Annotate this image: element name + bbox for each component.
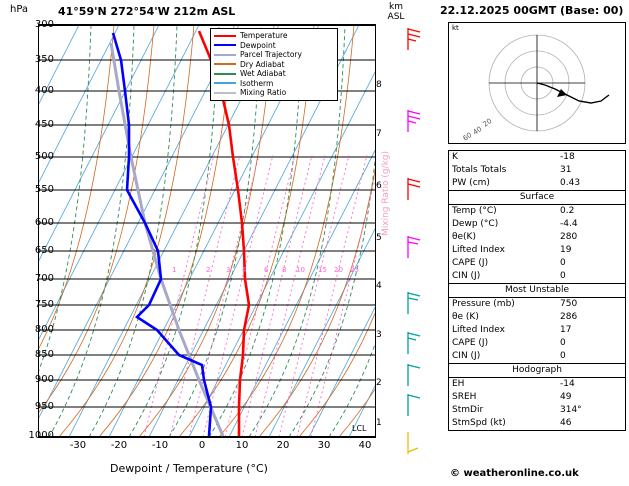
row-value: -4.4 (560, 219, 578, 229)
y-tick-1000: 1000 (28, 430, 54, 441)
indices-table (448, 150, 626, 431)
row-key: CIN (J) (452, 351, 481, 361)
y-tick-500: 500 (34, 151, 54, 162)
legend-item-dry-adiabat (214, 60, 334, 70)
table-row (449, 218, 625, 231)
y-tick-400: 400 (34, 85, 54, 96)
legend-label-mixing-ratio: Mixing Ratio (240, 88, 287, 97)
y-tick-950: 950 (34, 401, 54, 412)
row-key: K (452, 152, 458, 162)
table-row (449, 231, 625, 244)
row-value: 280 (560, 232, 578, 242)
row-key: CIN (J) (452, 271, 481, 281)
x-tick-0: 0 (198, 440, 206, 451)
wind-barb-500 (404, 176, 426, 202)
table-row (449, 298, 625, 312)
legend-label-wet-adiabat: Wet Adiabat (240, 69, 286, 78)
table-row (449, 350, 625, 364)
legend-label-isotherm: Isotherm (240, 78, 274, 88)
x-tick--10: -10 (151, 440, 169, 451)
row-value: 0 (560, 271, 566, 281)
height-axis-label: km ASL (387, 2, 405, 22)
hodograph-ring-label-60: 60 (461, 130, 474, 143)
row-key: CAPE (J) (452, 338, 489, 348)
legend-item-parcel (214, 50, 334, 60)
row-key: Lifted Index (452, 245, 505, 255)
table-row (449, 205, 625, 219)
table-row (449, 404, 625, 417)
x-tick-20: 20 (276, 440, 290, 451)
table-section-hodograph (449, 364, 625, 378)
row-key: Pressure (mb) (452, 299, 515, 309)
right-panel (440, 0, 629, 486)
mixing-label-10: 10 (296, 266, 305, 274)
row-value: 46 (560, 418, 572, 428)
mixing-label-25: 25 (350, 266, 359, 274)
mixing-label-1: 1 (172, 266, 177, 274)
km-tick-8: 8 (376, 80, 382, 90)
row-value: 314° (560, 405, 582, 415)
x-tick--30: -30 (69, 440, 87, 451)
row-value: -14 (560, 379, 575, 389)
parcel-trajectory-line (111, 43, 223, 436)
row-value: 31 (560, 165, 572, 175)
pressure-unit-label: hPa (10, 4, 29, 15)
table-row (449, 324, 625, 337)
table-row (449, 177, 625, 191)
row-value: -18 (560, 152, 575, 162)
section-label: Surface (449, 191, 625, 205)
y-tick-350: 350 (34, 54, 54, 65)
y-tick-650: 650 (34, 245, 54, 256)
hodograph-ring-label-20: 20 (481, 116, 494, 129)
km-tick-1: 1 (376, 418, 382, 428)
legend-swatch-mixing-ratio (214, 92, 236, 94)
legend-label-parcel: Parcel Trajectory (240, 50, 302, 59)
legend (210, 28, 338, 101)
row-key: CAPE (J) (452, 258, 489, 268)
row-value: 0 (560, 351, 566, 361)
hodograph-unit-label: kt (452, 24, 459, 32)
table-row (449, 311, 625, 324)
km-tick-6: 6 (376, 181, 382, 191)
legend-item-wet-adiabat (214, 69, 334, 79)
lcl-label: LCL (352, 424, 367, 433)
row-key: PW (cm) (452, 178, 490, 188)
wind-barb-980 (404, 430, 426, 456)
table-row (449, 391, 625, 404)
table-row (449, 337, 625, 350)
hodograph-trace (537, 83, 609, 103)
legend-item-temperature (214, 31, 334, 41)
y-tick-750: 750 (34, 299, 54, 310)
table-row (449, 417, 625, 430)
legend-item-isotherm (214, 79, 334, 89)
x-tick-40: 40 (358, 440, 372, 451)
row-value: 286 (560, 312, 578, 322)
y-tick-450: 450 (34, 119, 54, 130)
legend-label-temperature: Temperature (240, 31, 288, 40)
wind-barb-600 (404, 234, 426, 260)
table-row (449, 244, 625, 257)
wind-barb-800 (404, 330, 426, 356)
y-tick-300: 300 (34, 19, 54, 30)
row-value: 0 (560, 338, 566, 348)
row-value: 17 (560, 325, 572, 335)
hodograph-ring-label-40: 40 (471, 124, 484, 137)
mixing-label-4: 4 (242, 266, 247, 274)
row-value: 0 (560, 258, 566, 268)
legend-swatch-parcel (214, 54, 236, 56)
row-key: StmSpd (kt) (452, 418, 506, 428)
row-key: Lifted Index (452, 325, 505, 335)
wind-barb-700 (404, 290, 426, 316)
km-tick-2: 2 (376, 378, 382, 388)
wind-barb-400 (404, 108, 426, 134)
km-tick-3: 3 (376, 330, 382, 340)
legend-swatch-isotherm (214, 82, 236, 84)
row-key: SREH (452, 392, 477, 402)
x-tick-10: 10 (235, 440, 249, 451)
table-row (449, 378, 625, 392)
legend-item-dewpoint (214, 41, 334, 51)
mixing-label-6: 6 (264, 266, 269, 274)
mixing-ratio-axis-title: Mixing Ratio (g/kg) (381, 150, 391, 236)
row-value: 49 (560, 392, 572, 402)
wind-barb-900 (404, 392, 426, 418)
legend-swatch-wet-adiabat (214, 73, 236, 75)
wind-barb-850 (404, 362, 426, 388)
mixing-label-15: 15 (318, 266, 327, 274)
km-tick-7: 7 (376, 129, 382, 139)
legend-label-dry-adiabat: Dry Adiabat (240, 59, 285, 69)
mixing-label-3: 3 (226, 266, 231, 274)
section-label: Hodograph (449, 364, 625, 378)
legend-item-mixing-ratio (214, 88, 334, 98)
copyright-credit: © weatheronline.co.uk (450, 468, 579, 479)
row-key: EH (452, 379, 465, 389)
section-label: Most Unstable (449, 284, 625, 298)
mixing-label-20: 20 (334, 266, 343, 274)
legend-label-dewpoint: Dewpoint (240, 40, 276, 50)
y-tick-850: 850 (34, 349, 54, 360)
run-date-title: 22.12.2025 00GMT (Base: 00) (440, 4, 624, 17)
wind-barb-320 (404, 26, 426, 52)
row-value: 0.2 (560, 206, 575, 216)
hodograph-svg (449, 23, 625, 143)
row-key: θe(K) (452, 232, 476, 242)
row-key: Temp (°C) (452, 206, 497, 216)
table-section-surface (449, 191, 625, 205)
mixing-label-2: 2 (206, 266, 211, 274)
km-tick-4: 4 (376, 281, 382, 291)
table-row (449, 257, 625, 270)
y-tick-600: 600 (34, 217, 54, 228)
mixing-label-8: 8 (282, 266, 287, 274)
legend-swatch-dewpoint (214, 44, 236, 46)
row-key: Dewp (°C) (452, 219, 499, 229)
row-value: 19 (560, 245, 572, 255)
row-key: StmDir (452, 405, 484, 415)
row-value: 0.43 (560, 178, 581, 188)
y-tick-800: 800 (34, 324, 54, 335)
hodograph (448, 22, 626, 144)
row-value: 750 (560, 299, 578, 309)
legend-swatch-temperature (214, 35, 236, 37)
table-section-most-unstable (449, 284, 625, 298)
y-tick-900: 900 (34, 374, 54, 385)
km-tick-5: 5 (376, 233, 382, 243)
table-row (449, 151, 625, 164)
y-tick-700: 700 (34, 273, 54, 284)
legend-swatch-dry-adiabat (214, 63, 236, 65)
table-row (449, 164, 625, 177)
x-axis-title: Dewpoint / Temperature (°C) (110, 462, 268, 475)
x-tick--20: -20 (110, 440, 128, 451)
x-tick-30: 30 (317, 440, 331, 451)
row-key: Totals Totals (452, 165, 507, 175)
row-key: θe (K) (452, 312, 479, 322)
y-tick-550: 550 (34, 184, 54, 195)
station-title: 41°59'N 272°54'W 212m ASL (58, 5, 236, 18)
table-row (449, 270, 625, 284)
